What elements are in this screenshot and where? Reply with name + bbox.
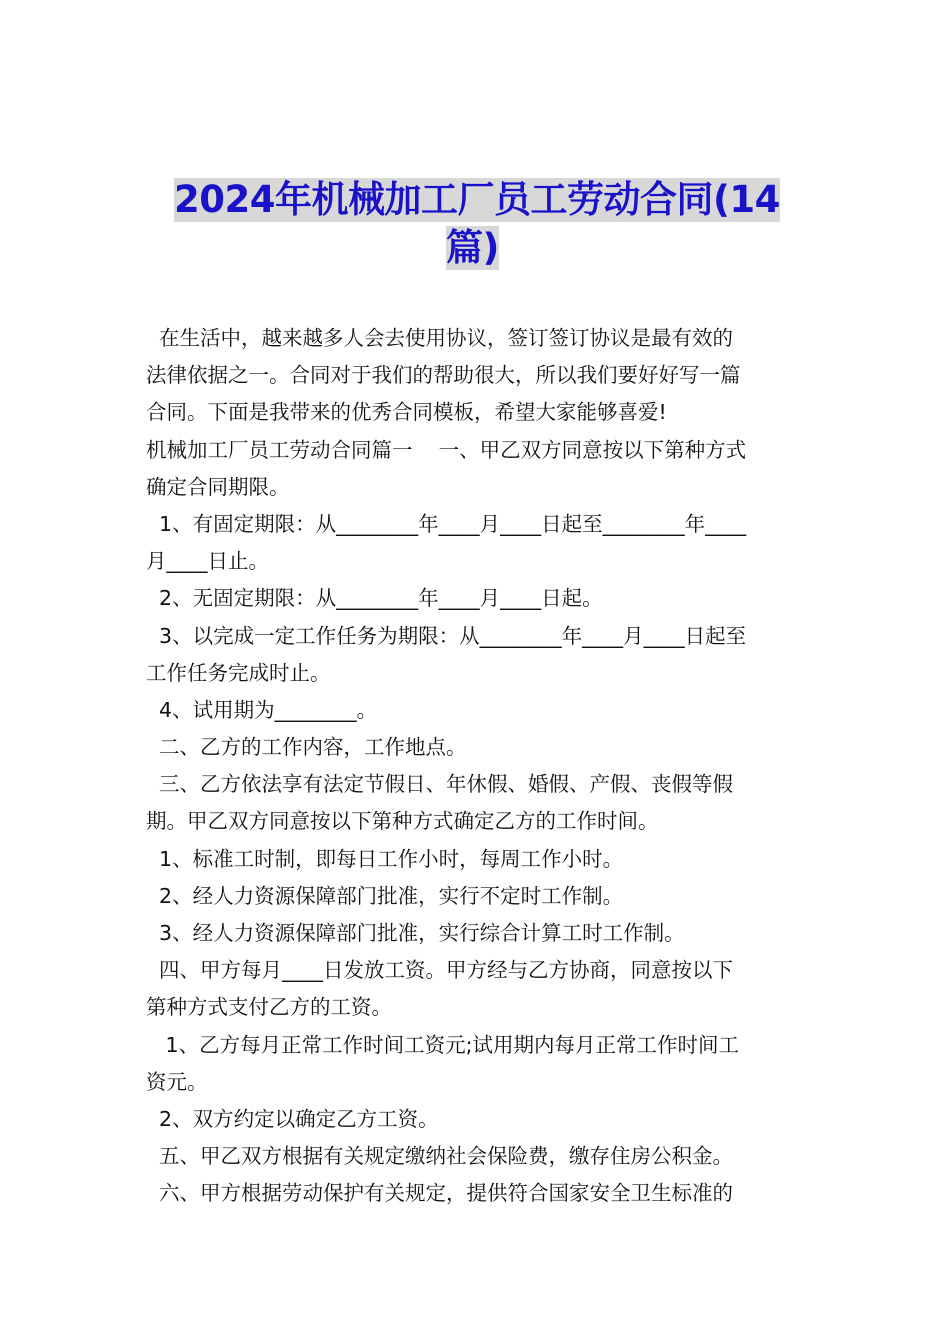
body-line: 1、乙方每月正常工作时间工资元;试用期内每月正常工作时间工 (146, 1032, 739, 1057)
body-line: 二、乙方的工作内容，工作地点。 (146, 735, 467, 760)
document-body (146, 320, 810, 1213)
body-line: 2、无固定期限：从________年____月____日起。 (146, 586, 603, 611)
body-line: 期。甲乙双方同意按以下第种方式确定乙方的工作时间。 (146, 809, 659, 834)
body-line: 六、甲方根据劳动保护有关规定，提供符合国家安全卫生标准的 (146, 1181, 734, 1206)
body-line: 2、经人力资源保障部门批准，实行不定时工作制。 (146, 883, 624, 908)
document-title-line-2: 篇) (446, 226, 499, 269)
body-line: 2、双方约定以确定乙方工资。 (146, 1106, 439, 1131)
body-line: 1、标准工时制，即每日工作小时，每周工作小时。 (146, 846, 624, 871)
body-line: 资元。 (146, 1069, 208, 1094)
body-line: 法律依据之一。合同对于我们的帮助很大，所以我们要好好写一篇 (146, 363, 741, 388)
body-line: 第种方式支付乙方的工资。 (146, 995, 392, 1020)
body-line: 合同。下面是我带来的优秀合同模板，希望大家能够喜爱! (146, 400, 667, 425)
body-line: 3、以完成一定工作任务为期限：从________年____月____日起至 (146, 623, 747, 648)
body-line: 工作任务完成时止。 (146, 660, 331, 685)
body-line: 机械加工厂员工劳动合同篇一 一、甲乙双方同意按以下第种方式 (146, 437, 747, 462)
body-line: 五、甲乙双方根据有关规定缴纳社会保险费，缴存住房公积金。 (146, 1144, 734, 1169)
body-line: 月____日止。 (146, 549, 269, 574)
body-line: 四、甲方每月____日发放工资。甲方经与乙方协商，同意按以下 (146, 958, 734, 983)
body-line: 确定合同期限。 (146, 474, 290, 499)
body-line: 三、乙方依法享有法定节假日、年休假、婚假、产假、丧假等假 (146, 772, 734, 797)
body-line: 在生活中，越来越多人会去使用协议，签订签订协议是最有效的 (146, 326, 734, 350)
body-line: 1、有固定期限：从________年____月____日起至________年____ (146, 511, 747, 536)
body-line: 4、试用期为________。 (146, 697, 378, 722)
body-line: 3、经人力资源保障部门批准，实行综合计算工时工作制。 (146, 921, 685, 945)
document-title-line-1: 2024年机械加工厂员工劳动合同(14 (174, 178, 780, 221)
